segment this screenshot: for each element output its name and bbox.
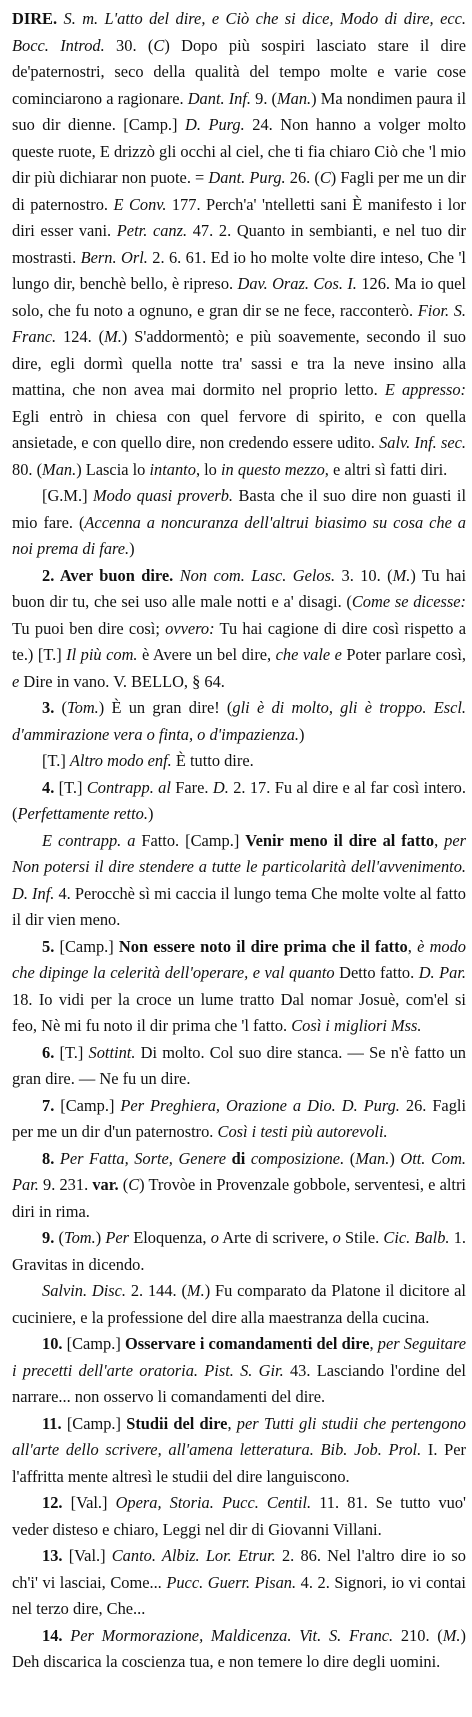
entry-italic-text: E appresso: — [384, 380, 467, 399]
entry-text: 2. 17. Fu al dire e al far così intero. ( — [12, 777, 471, 823]
entry-text: 2. 6. 61. Ed io ho molte volte dire inteso, Che 'l lungo dir, benchè bello, è ripreso. — [12, 247, 471, 293]
entry-sense-paragraph — [12, 748, 466, 775]
entry-text: Eloquenza, — [129, 1228, 211, 1247]
entry-bold-text: Osservare i comandamenti del dire — [124, 1334, 370, 1353]
entry-text: [T.] — [58, 777, 87, 797]
entry-italic-text: D. Purg. — [185, 115, 245, 134]
entry-italic-text: o — [332, 1228, 341, 1247]
entry-text: ) Fu comparato da Platone il dicitore al cuciniere, e la professione del dire alla maestranza della cucina. — [12, 1281, 471, 1327]
entry-italic-text: Preghiera, Orazione a Dio. — [144, 1095, 342, 1115]
entry-italic-text: in questo mezzo — [220, 459, 325, 479]
entry-sense-paragraph — [12, 695, 471, 748]
entry-bold-text: Studii del dire — [126, 1413, 228, 1433]
entry-sense-paragraph — [12, 1411, 471, 1491]
entry-italic-text: per — [377, 1334, 400, 1353]
entry-text: 124. ( — [56, 327, 105, 346]
entry-italic-text: e — [12, 671, 20, 691]
entry-bold-text: 9. — [42, 1228, 59, 1247]
entry-italic-text: Tutti gli studii che pertengono all'arte dello scrivere, all'amena letteratura. — [12, 1413, 471, 1459]
entry-italic-text: Perfettamente retto. — [17, 804, 148, 823]
entry-text: , lo — [195, 459, 221, 479]
entry-italic-text: Fior. S. Franc. — [12, 300, 471, 346]
entry-italic-text: Man. — [42, 459, 77, 479]
entry-italic-text: Seguitare i precetti dell'arte oratoria. — [12, 1334, 471, 1380]
entry-bold-text: 4. — [42, 777, 59, 797]
entry-italic-text: M. — [186, 1281, 205, 1300]
entry-text: [Camp.] — [59, 936, 119, 956]
entry-text: Tu hai cagione di dire così rispetto a te.) [T.] — [12, 618, 471, 664]
entry-sense-paragraph — [12, 483, 471, 563]
entry-bold-text: 13. — [42, 1546, 69, 1565]
entry-text: 2. 86. Nel l'altro dire io so ch'i' vi lasciai, Come... — [12, 1546, 471, 1592]
entry-italic-text: D. — [212, 777, 229, 797]
entry-text: ) È un gran dire! ( — [98, 698, 233, 717]
entry-text: 80. ( — [12, 433, 471, 479]
entry-text: 11. 81. Se tutto vuo' veder disteso e chiaro, Leggi nel dir di Giovanni Villani. — [12, 1493, 471, 1539]
entry-italic-text: Dant. Purg. — [208, 168, 286, 187]
entry-italic-text: Modo quasi proverb. — [92, 486, 234, 505]
entry-text: , e altri sì fatti diri. — [324, 459, 448, 479]
entry-italic-text: Così i testi più autorevoli. — [217, 1122, 388, 1141]
entry-italic-text: Canto. Albiz. Lor. Etrur. — [111, 1546, 276, 1565]
entry-italic-text: D. Par. — [418, 963, 466, 982]
entry-italic-text: M. — [392, 565, 411, 585]
entry-italic-text: Dav. Oraz. Cos. I. — [237, 274, 357, 293]
entry-sense-paragraph — [12, 563, 471, 696]
entry-text: 9. 231. — [38, 1175, 93, 1194]
entry-text: ) — [389, 1148, 401, 1168]
entry-italic-text: per — [236, 1413, 259, 1433]
entry-text: 1. Gravitas in dicendo. — [12, 1228, 471, 1274]
entry-italic-text: Per — [105, 1228, 130, 1247]
entry-italic-text: che vale e — [275, 645, 342, 664]
entry-italic-text: Salvin. Disc. — [42, 1281, 127, 1300]
entry-italic-text: Dant. Inf. — [187, 88, 252, 108]
entry-italic-text: Così i migliori Mss. — [291, 1016, 422, 1035]
entry-headword-paragraph — [12, 6, 471, 483]
entry-italic-text: per — [444, 830, 466, 850]
entry-text: [T.] — [42, 751, 70, 770]
entry-text: Poter parlare così, — [341, 645, 471, 664]
entry-italic-text: Sottint. — [88, 1042, 136, 1062]
entry-italic-text: Fatta, Sorte, Genere — [83, 1148, 232, 1168]
entry-bold-text: 6. — [42, 1042, 60, 1062]
entry-italic-text: Petr. canz. — [116, 221, 188, 240]
entry-sense-paragraph — [12, 1093, 471, 1146]
entry-italic-text: Man. — [277, 88, 312, 108]
entry-text: 4. 2. Signori, io vi contai nel terzo dire, Che... — [12, 1572, 471, 1618]
entry-text: ) Fagli per me un dir di paternostro. — [12, 168, 471, 214]
entry-italic-text: gli è di molto, gli è troppo. Escl. d'ammirazione vera o finta, o d'impazienza. — [12, 698, 471, 744]
entry-text: 2. 144. ( — [126, 1281, 187, 1300]
entry-bold-text: Aver buon dire. — [59, 565, 174, 585]
entry-italic-text: Contrapp. al — [86, 777, 171, 797]
entry-italic-text: intanto — [149, 459, 196, 479]
entry-italic-text: E Conv. — [113, 194, 167, 214]
entry-italic-text: è modo che dipinge la celerità dell'operare, e val quanto — [12, 936, 471, 982]
entry-text: Stile. — [340, 1228, 384, 1247]
entry-text: ) Trovòe in Provenzale gobbole, serventesi, e altri diri in rima. — [12, 1175, 471, 1221]
entry-text: ) Dopo più sospiri lasciato stare il dire de'paternostri, seco della qualità del tempo molte e varie cose cominciarono a ragionare. — [12, 35, 471, 108]
entry-sense-paragraph — [12, 1278, 471, 1331]
entry-text: 177. Perch'a' 'ntelletti sani È manifesto i lor diri esser vani. — [12, 194, 471, 240]
entry-headword: DIRE. — [12, 9, 64, 28]
entry-italic-text: Cic. Balb. — [383, 1228, 450, 1247]
entry-sense-paragraph — [12, 1490, 471, 1543]
entry-italic-text: D. Purg. — [341, 1095, 400, 1115]
entry-text: ( — [61, 698, 68, 717]
entry-italic-text: Tom. — [67, 698, 99, 717]
entry-text: [T.] — [59, 1042, 89, 1062]
entry-italic-text: Pist. S. Gir. — [204, 1360, 284, 1380]
entry-italic-text: o — [210, 1228, 219, 1247]
entry-italic-text: Per — [120, 1095, 145, 1115]
entry-text: 26. Fagli per me un dir d'un paternostro. — [12, 1095, 471, 1141]
entry-bold-text: 2. — [42, 565, 60, 585]
entry-text: I. Per l'affritta mente altresì le studii del dire languiscono. — [12, 1440, 471, 1486]
entry-sense-paragraph — [12, 828, 471, 934]
entry-sense-paragraph — [12, 775, 471, 828]
entry-bold-text: 14. — [42, 1625, 71, 1645]
entry-italic-text: Altro modo enf. — [69, 751, 172, 770]
entry-text: ( — [118, 1175, 129, 1194]
entry-bold-text: 3. — [42, 698, 62, 717]
entry-italic-text: Bern. Orl. — [80, 247, 148, 267]
entry-italic-text: Il più com. — [66, 645, 138, 664]
entry-text: ) Tu hai buon dir tu, che sei uso alle male notti e a' disagi. ( — [12, 565, 471, 611]
entry-sense-paragraph — [12, 1543, 471, 1623]
entry-text: [Val.] — [70, 1493, 116, 1512]
entry-text: Tu puoi ben dire così; — [12, 592, 471, 638]
entry-text: ) — [129, 539, 135, 558]
entry-text: è Avere un bel dire, — [137, 645, 276, 664]
entry-text: Egli entrò in chiesa con quel fervore di spirito, e con quella ansietade, e con quello dire, non credendo essere udito. — [12, 380, 471, 452]
entry-italic-text: Non potersi il dire stendere a tutte le particolarità dell'avvenimento. — [12, 830, 471, 876]
entry-text: Di molto. Col suo dire stanca. — Se n'è fatto un gran dire. — Ne fu un dire. — [12, 1042, 471, 1088]
entry-text: 4. Perocchè sì mi caccia il lungo tema Che molte volte al fatto il dir vien meno. — [12, 883, 471, 929]
entry-text: ( — [344, 1148, 356, 1168]
entry-bold-text: Non essere noto il dire prima che il fatto — [118, 936, 408, 956]
entry-text: , — [434, 830, 445, 850]
entry-text: [Camp.] — [60, 1095, 121, 1115]
entry-italic-text: Tom. — [63, 1228, 96, 1247]
entry-italic-text: Salv. Inf. sec. — [379, 433, 466, 452]
entry-sense-paragraph — [12, 1331, 471, 1411]
entry-sense-paragraph — [12, 934, 471, 1040]
entry-text: ) — [147, 804, 154, 823]
entry-bold-text: di — [231, 1148, 246, 1168]
entry-text: 24. Non hanno a volger molto queste ruote, E drizzò gli occhi al ciel, che ti fia chiaro Ciò che 'l mio dir più dichiarar non puote. = — [12, 115, 471, 187]
entry-text: , — [369, 1334, 378, 1353]
entry-italic-text: Non com. Lasc. Gelos. — [179, 565, 336, 585]
entry-bold-text: 12. — [42, 1493, 71, 1512]
entry-sense-paragraph — [12, 1623, 471, 1676]
entry-italic-text: Pucc. Guerr. Pisan. — [166, 1572, 297, 1592]
entry-italic-text: C — [128, 1175, 140, 1194]
entry-text: Dire in vano. V. BELLO, § 64. — [19, 671, 225, 691]
entry-italic-text: Per — [59, 1148, 84, 1168]
entry-italic-text: Per Mormorazione, Maldicenza. Vit. S. Franc. — [70, 1625, 394, 1645]
entry-text: 126. Ma io quel solo, che fu noto a ognuno, e gran dir se ne fece, racconterò. — [12, 274, 471, 320]
entry-text: Basta che il suo dire non guasti il mio fare. ( — [12, 486, 471, 532]
entry-text: [Camp.] — [66, 1413, 127, 1433]
entry-italic-text: D. Inf. — [12, 883, 55, 903]
dictionary-entry-dire — [12, 6, 471, 1676]
entry-text: ) S'addormentò; e più soavemente, secondo il suo dire, egli dormì quella notte tra' sassi e tra la neve insino alla mattina, che non avea mai dormito nel proprio letto. — [12, 327, 471, 399]
entry-italic-text: C — [153, 35, 165, 55]
entry-italic-text: Accenna a noncuranza dell'altrui biasimo su cosa che a noi prema di fare. — [12, 512, 471, 558]
entry-italic-text: M. — [442, 1625, 461, 1645]
entry-text: ) — [299, 724, 305, 744]
entry-italic-text: Ott. Com. Par. — [12, 1148, 471, 1194]
entry-text: Detto fatto. — [334, 963, 419, 982]
entry-text: Arte di scrivere, — [218, 1228, 333, 1247]
entry-italic-text: E contrapp. a — [42, 830, 136, 850]
entry-text: Fare. — [170, 777, 213, 797]
entry-text: ) Ma nondimen paura il suo dir dienne. [Camp.] — [12, 88, 471, 134]
entry-text: Fatto. [Camp.] — [135, 830, 246, 850]
entry-italic-text: composizione. — [245, 1148, 345, 1168]
entry-italic-text: Opera, Storia. Pucc. Centil. — [115, 1493, 312, 1512]
entry-italic-text: Bib. Job. Prol. — [320, 1440, 422, 1459]
entry-text: , — [407, 936, 418, 956]
entry-text: È tutto dire. — [171, 751, 254, 770]
entry-text: 9. ( — [251, 88, 278, 108]
entry-text: ( — [58, 1228, 64, 1247]
entry-text: [Camp.] — [66, 1334, 125, 1353]
entry-sense-paragraph — [12, 1146, 471, 1226]
entry-text: [Val.] — [68, 1546, 112, 1565]
entry-sense-paragraph — [12, 1225, 471, 1278]
entry-text: , — [227, 1413, 237, 1433]
entry-italic-text: Come se dicesse: — [351, 592, 466, 611]
entry-italic-text: M. — [104, 327, 122, 346]
entry-text: 47. 2. Quanto in sembianti, e nel tuo dir mostrasti. — [12, 221, 471, 267]
entry-text: 3. 10. ( — [335, 565, 393, 585]
entry-bold-text: var. — [92, 1175, 119, 1194]
entry-bold-text: 11. — [42, 1413, 67, 1433]
entry-italic-text: S. m. L'atto del dire, e Ciò che si dice, Modo di dire, ecc. Bocc. Introd. — [12, 9, 471, 55]
entry-text: 43. Lasciando l'ordine del narrare... non osservo li comandamenti del dire. — [12, 1360, 471, 1406]
entry-italic-text: ovvero: — [165, 618, 215, 638]
entry-sense-paragraph — [12, 1040, 471, 1093]
entry-bold-text: 5. — [42, 936, 60, 956]
entry-text: ) Lascia lo — [76, 459, 150, 479]
entry-text: ) — [95, 1228, 106, 1247]
entry-bold-text: 8. — [42, 1148, 60, 1168]
entry-text: 18. Io vidi per la croce un lume tratto Dal nomar Josuè, com'el si feo, Nè mi fu noto il dir prima che 'l fatto. — [12, 963, 471, 1035]
entry-text: 210. ( — [393, 1625, 443, 1645]
entry-text: 30. ( — [104, 35, 154, 55]
entry-bold-text: 7. — [42, 1095, 61, 1115]
entry-bold-text: 10. — [42, 1334, 67, 1353]
entry-text: 26. ( — [285, 168, 320, 187]
entry-text: [G.M.] — [42, 486, 93, 505]
entry-italic-text: C — [319, 168, 331, 187]
entry-text: ) Deh discarica la coscienza tua, e non temere lo dire degli uomini. — [12, 1625, 471, 1671]
entry-italic-text: Man. — [355, 1148, 390, 1168]
entry-bold-text: Venir meno il dire al fatto — [245, 830, 435, 850]
